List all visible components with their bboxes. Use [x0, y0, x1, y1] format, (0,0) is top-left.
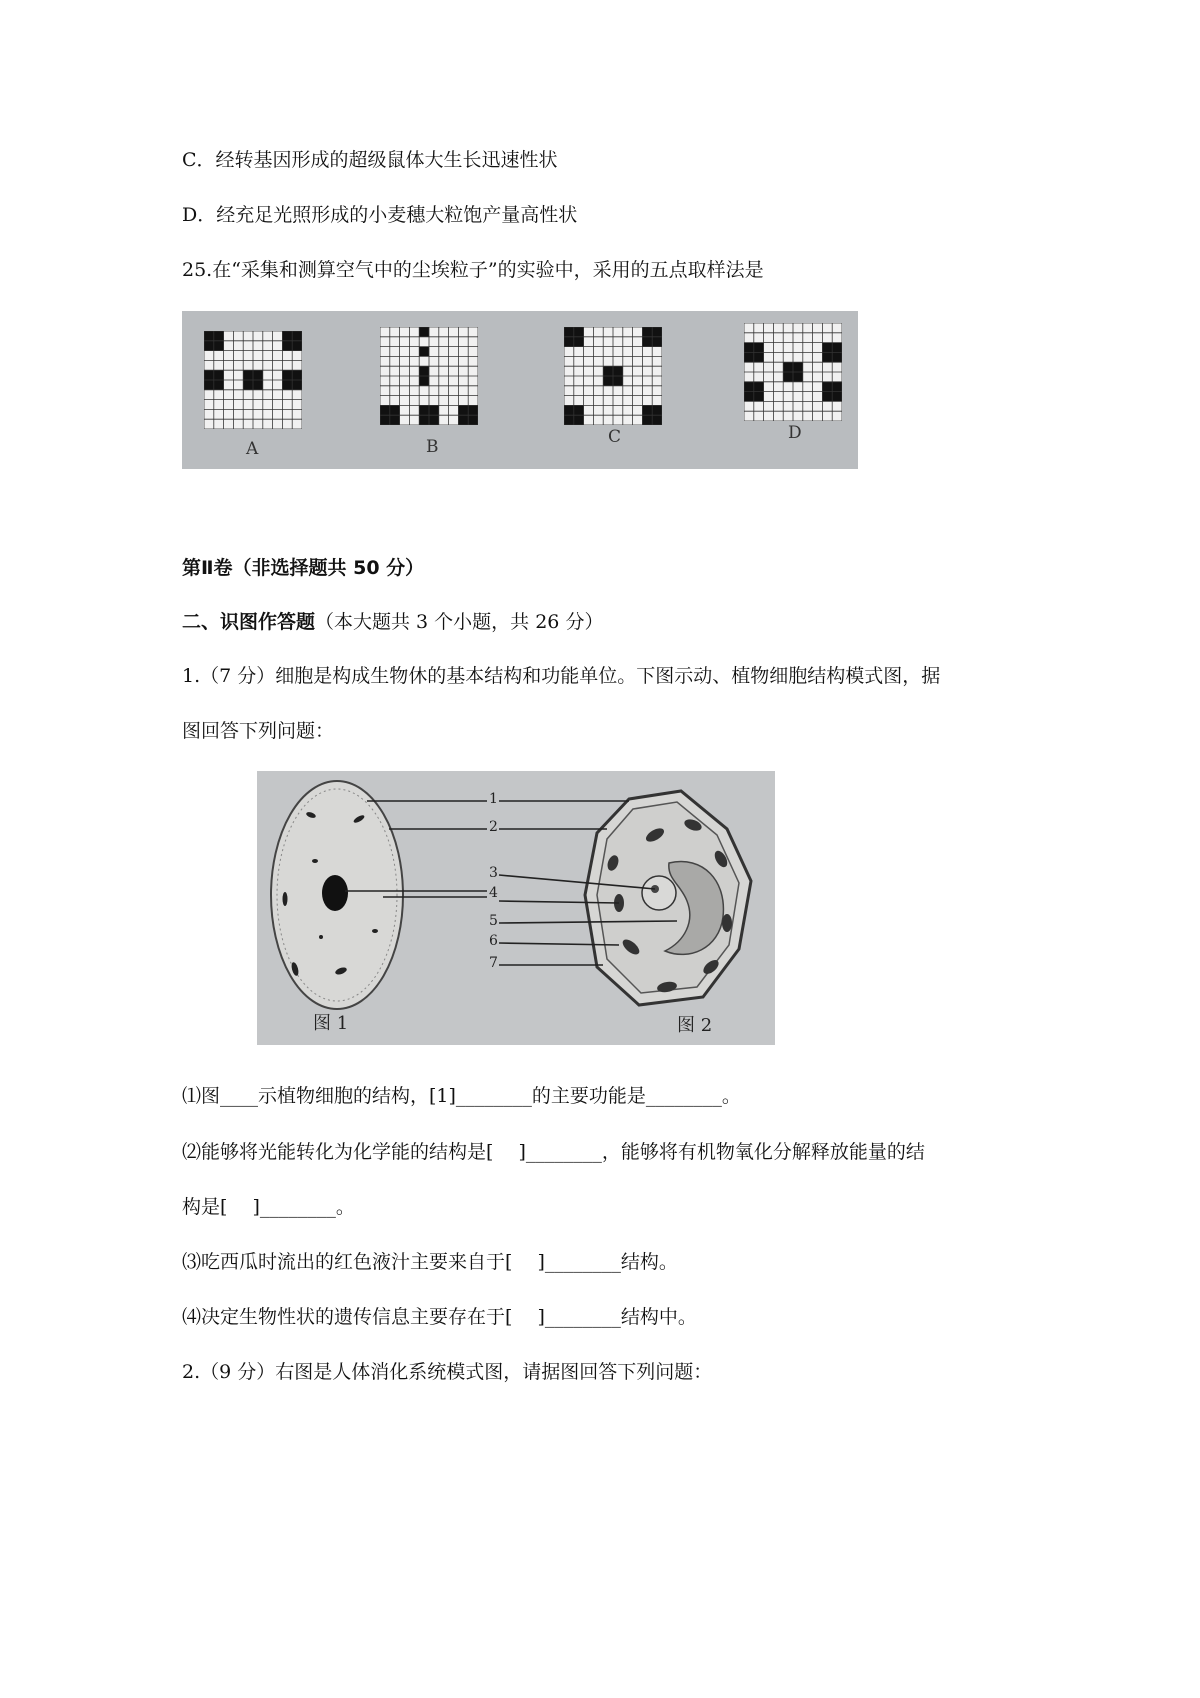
sampling-grid-a	[204, 331, 302, 429]
sampling-label-d: D	[788, 423, 802, 443]
cell-number-6: 6	[489, 933, 498, 949]
sampling-label-c: C	[608, 427, 622, 447]
cell-figure	[257, 771, 775, 1045]
figure-2-label: 图 2	[677, 1015, 713, 1036]
subquestion-4: ⑷决定生物性状的遗传信息主要存在于[ ]________结构中。	[182, 1306, 697, 1328]
question-1-line-1: 1.（7 分）细胞是构成生物休的基本结构和功能单位。下图示动、植物细胞结构模式图，据	[182, 665, 941, 687]
subquestion-1: ⑴图____示植物细胞的结构，[1]________的主要功能是________。	[182, 1085, 741, 1107]
section-title: 第Ⅱ卷（非选择题共 50 分）	[182, 557, 425, 579]
part-heading-bold: 二、识图作答题	[182, 611, 316, 633]
part-heading	[182, 610, 603, 634]
figure-1-label: 图 1	[313, 1013, 349, 1034]
subquestion-2-line-2: 构是[ ]________。	[182, 1196, 355, 1218]
cell-number-2: 2	[489, 819, 498, 835]
question-25-text: 25.在“采集和测算空气中的尘埃粒子”的实验中，采用的五点取样法是	[182, 259, 764, 281]
sampling-label-a: A	[246, 439, 259, 459]
cell-number-1: 1	[489, 791, 498, 807]
option-c-text: C．经转基因形成的超级鼠体大生长迅速性状	[182, 149, 558, 171]
sampling-label-b: B	[426, 437, 439, 457]
option-d-text: D．经充足光照形成的小麦穗大粒饱产量高性状	[182, 204, 578, 226]
sampling-grid-b	[380, 327, 478, 425]
cell-number-4: 4	[489, 885, 498, 901]
question-2-line-1: 2.（9 分）右图是人体消化系统模式图，请据图回答下列问题：	[182, 1361, 713, 1383]
cell-number-7: 7	[489, 955, 498, 971]
part-heading-rest: （本大题共 3 个小题，共 26 分）	[315, 611, 604, 633]
question-1-line-2: 图回答下列问题：	[182, 720, 335, 742]
sampling-figure	[182, 311, 858, 469]
cell-number-3: 3	[489, 865, 498, 881]
subquestion-2-line-1: ⑵能够将光能转化为化学能的结构是[ ]________，能够将有机物氧化分解释放能量的结	[182, 1141, 925, 1163]
subquestion-3: ⑶吃西瓜时流出的红色液汁主要来自于[ ]________结构。	[182, 1251, 678, 1273]
sampling-grid-d	[744, 323, 842, 421]
cell-diagram	[257, 771, 775, 1045]
sampling-grid-c	[564, 327, 662, 425]
cell-number-5: 5	[489, 913, 498, 929]
